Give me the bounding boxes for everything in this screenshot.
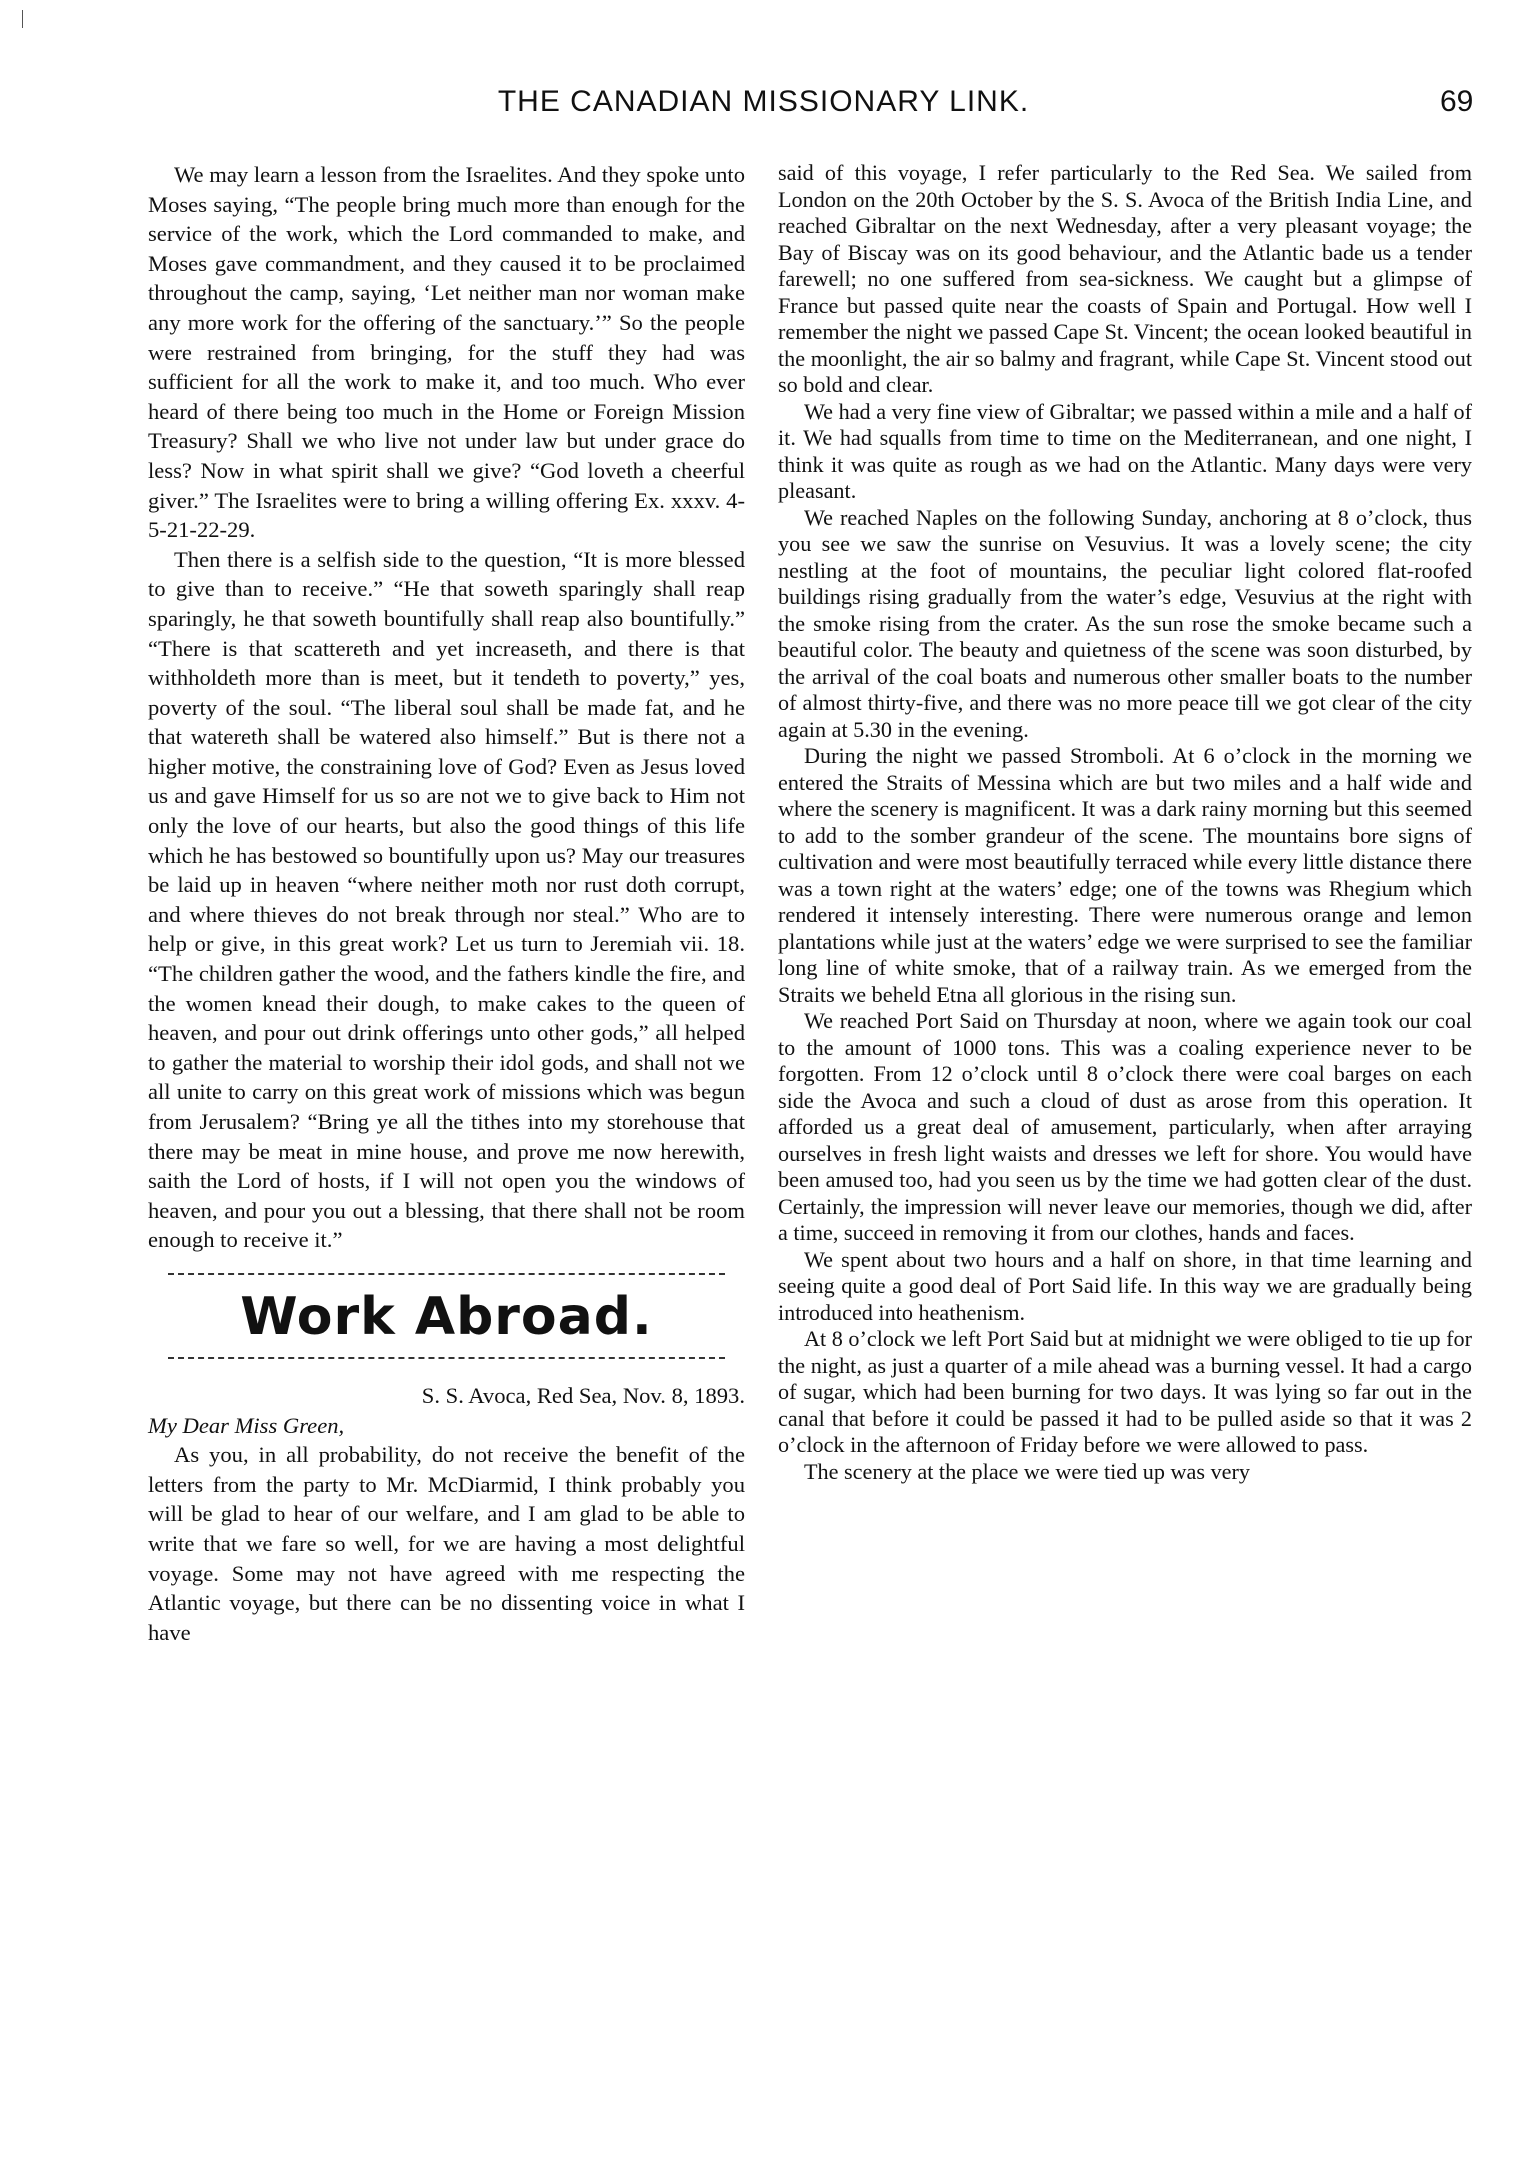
right-paragraph-7: At 8 o’clock we left Port Said but at midnight we were obliged to tie up for the night, as just a quarter of a mile ahead was a burning vessel. It had a cargo of sugar, which had been burning for two days. It was lying so far out in the canal that before it could be passed it had to be pulled aside so that it was 2 o’clock in the afternoon of Friday before we were allowed to pass.	[778, 1326, 1472, 1457]
page-number: 69	[1440, 85, 1474, 118]
right-paragraph-4: During the night we passed Stromboli. At 6 o’clock in the morning we entered the Straits of Messina which are but two miles and a half wide and where the scenery is magnificent. It was a dark rainy morning but this seemed to add to the somber grandeur of the scene. The mountains bore signs of cultivation and were most beautifully terraced while every little distance there was a town right at the waters’ edge; one of the towns was Rhegium which rendered it intensely interesting. There were numerous orange and lemon plantations while just at the waters’ edge we were surprised to see the familiar long line of white smoke, that of a railway train. As we emerged from the Straits we beheld Etna all glorious in the rising sun.	[778, 743, 1472, 1007]
right-paragraph-8: The scenery at the place we were tied up was very	[804, 1458, 1251, 1484]
section-title: Work Abroad.	[240, 1286, 653, 1347]
journal-title: THE CANADIAN MISSIONARY LINK.	[497, 85, 1030, 118]
right-column	[778, 160, 1472, 1485]
letter-salutation: My Dear Miss Green,	[148, 1412, 345, 1438]
left-paragraph-3: As you, in all probability, do not receive the benefit of the letters from the party to Mr. McDiarmid, I think probably you will be glad to hear of our welfare, and I am glad to be able to write that we fare so well, for we are having a most delightful voyage. Some may not have agreed with me respecting the Atlantic voyage, but there can be no dissenting voice in what I have	[148, 1442, 745, 1645]
right-paragraph-5: We reached Port Said on Thursday at noon, where we again took our coal to the amount of 1000 tons. This was a coaling experience never to be forgotten. From 12 o’clock until 8 o’clock there were coal barges on each side the Avoca and such a cloud of dust as arose from this operation. It afforded us a great deal of amusement, particularly, when after arraying ourselves in fresh light waists and dresses we left for shore. You would have been amused too, had you seen us by the time we had gotten clear of the dust. Certainly, the impression will never leave our memories, though we did, after a time, succeed in removing it from our clothes, hands and faces.	[778, 1008, 1472, 1245]
left-column	[148, 160, 745, 1647]
section-divider-bottom	[168, 1357, 725, 1361]
margin-mark	[22, 10, 23, 28]
right-paragraph-1: said of this voyage, I refer particularly to the Red Sea. We sailed from London on the 20th October by the S. S. Avoca of the British India Line, and reached Gibraltar on the next Wednesday, after a very pleasant voyage; the Bay of Biscay was on its good behaviour, and the Atlantic bade us a tender farewell; no one suffered from sea-sickness. We caught but a glimpse of France but passed quite near the coasts of Spain and Portugal. How well I remember the night we passed Cape St. Vincent; the ocean looked beautiful in the moonlight, the air so balmy and fragrant, while Cape St. Vincent stood out so bold and clear.	[778, 160, 1472, 397]
letter-dateline: S. S. Avoca, Red Sea, Nov. 8, 1893.	[421, 1382, 745, 1408]
right-paragraph-6: We spent about two hours and a half on shore, in that time learning and seeing quite a good deal of Port Said life. In this way we are gradually being introduced into heathenism.	[778, 1246, 1472, 1325]
right-paragraph-2: We had a very fine view of Gibraltar; we passed within a mile and a half of it. We had squalls from time to time on the Mediterranean, and one night, I think it was quite as rough as we had on the Atlantic. Many days were very pleasant.	[778, 398, 1472, 503]
right-paragraph-3: We reached Naples on the following Sunday, anchoring at 8 o’clock, thus you see we saw the sunrise on Vesuvius. It was a lovely scene; the city nestling at the foot of mountains, the peculiar light colored flat-roofed buildings rising gradually from the water’s edge, Vesuvius at the right with the smoke rising from the crater. As the sun rose the smoke became such a beautiful color. The beauty and quietness of the scene was soon disturbed, by the arrival of the coal boats and numerous other smaller boats to the number of almost thirty-five, and there was no more peace till we got clear of the city again at 5.30 in the evening.	[778, 504, 1472, 742]
section-divider-top	[168, 1273, 725, 1277]
left-paragraph-2: Then there is a selfish side to the question, “It is more blessed to give than to receive.” “He that soweth sparingly shall reap sparingly, he that soweth bountifully shall reap also bountifully.” “There is that scattereth and yet increaseth, and there is that withholdeth more than is meet, but it tendeth to poverty,” yes, poverty of the soul. “The liberal soul shall be made fat, and he that watereth shall be watered also himself.” But is there not a higher motive, the constraining love of God? Even as Jesus loved us and gave Himself for us so are not we to give back to Him not only the love of our hearts, but also the good things of this life which he has bestowed so bountifully upon us? May our treasures be laid up in heaven “where neither moth nor rust doth corrupt, and where thieves do not break through nor steal.” Who are to help or give, in this great work? Let us turn to Jeremiah vii. 18. “The children gather the wood, and the fathers kindle the fire, and the women knead their dough, to make cakes to the queen of heaven, and pour out drink offerings unto other gods,” all helped to gather the material to worship their idol gods, and shall not we all unite to carry on this great work of missions which was begun from Jerusalem? “Bring ye all the tithes into my storehouse that there may be meat in mine house, and prove me now herewith, saith the Lord of hosts, if I will not open you the windows of heaven, and pour you out a blessing, that there shall not be room enough to receive it.”	[148, 546, 745, 1253]
left-paragraph-1: We may learn a lesson from the Israelites. And they spoke unto Moses saying, “The people bring much more than enough for the service of the work, which the Lord commanded to make, and Moses gave commandment, and they caused it to be proclaimed throughout the camp, saying, ‘Let neither man nor woman make any more work for the offering of the sanctuary.’” So the people were restrained from bringing, for the stuff they had was sufficient for all the work to make it, and too much. Who ever heard of there being too much in the Home or Foreign Mission Treasury? Shall we who live not under law but under grace do less? Now in what spirit shall we give? “God loveth a cheerful giver.” The Israelites were to bring a willing offering Ex. xxxv. 4-5-21-22-29.	[148, 162, 745, 543]
page-header	[0, 85, 1527, 125]
